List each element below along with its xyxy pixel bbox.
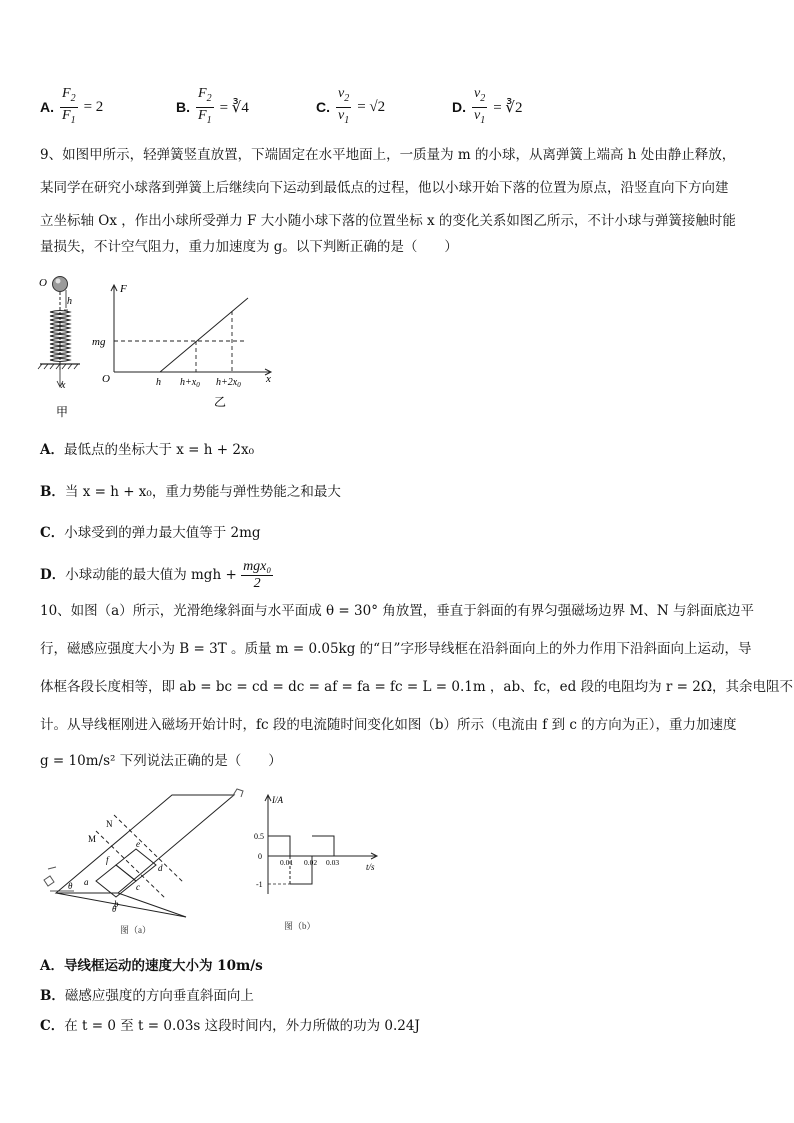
q10-figure-b (252, 790, 392, 930)
option-label: B． (40, 988, 65, 1004)
option-text: 小球受到的弹力最大值等于 2mg (64, 525, 261, 541)
label-theta-1: θ (68, 881, 73, 891)
label-b: b (114, 899, 119, 909)
q10-option-b[interactable] (40, 986, 254, 1006)
q9-option-c[interactable] (40, 523, 261, 543)
option-label: C． (40, 525, 65, 541)
label-e: e (136, 839, 140, 849)
tick-0.5: 0.5 (254, 832, 264, 841)
q9-figure-yi (90, 278, 290, 418)
label-origin: O (39, 277, 47, 289)
label-a: a (84, 877, 89, 887)
fraction: $\frac{F_2}{F_1}$ (198, 86, 212, 126)
tick-0.01: 0.01 (280, 858, 294, 867)
caption-a: 图（a） (120, 925, 151, 935)
label-x: x (61, 380, 66, 391)
option-label: D． (40, 567, 66, 583)
tick-0.03: 0.03 (326, 858, 340, 867)
fraction-rhs: = ∛2 (493, 99, 523, 116)
q8-option-b[interactable] (176, 86, 249, 129)
option-label: C. (316, 99, 330, 116)
fraction-rhs: = 2 (83, 98, 104, 115)
q10-stem-line-1: 10、如图（a）所示，光滑绝缘斜面与水平面成 θ = 30° 角放置，垂直于斜面的有界匀强磁场边界 M、N 与斜面底边平 (40, 603, 754, 619)
q10-stem-line-2: 行，磁感应强度大小为 B = 3T 。质量 m = 0.05kg 的“日”字形导线框在沿斜面向上的外力作用下沿斜面向上运动，导 (40, 641, 752, 657)
label-h: h (67, 296, 72, 307)
axis-label-x: x (266, 373, 271, 385)
option-label: A. (40, 99, 54, 116)
fraction: $\frac{v_2}{v_1}$ (338, 86, 350, 126)
q10-stem-line-5: g = 10m/s² 下列说法正确的是（ ） (40, 753, 282, 769)
option-label: A． (40, 442, 64, 458)
q9-stem-line-4: 量损失，不计空气阻力，重力加速度为 g。以下判断正确的是（ ） (40, 239, 458, 255)
fraction: $\frac{v_2}{v_1}$ (474, 86, 486, 126)
q9-option-d[interactable] (40, 558, 273, 592)
caption-b: 图（b） (284, 921, 316, 930)
q8-options (40, 86, 760, 130)
fraction: $\frac{F_2}{F_1}$ (62, 86, 76, 126)
tick-neg-1: -1 (256, 880, 263, 889)
option-text: 在 t = 0 至 t = 0.03s 这段时间内，外力所做的功为 0.24J (64, 1018, 420, 1034)
q9-stem-line-3: 立坐标轴 Ox ，作出小球所受弹力 F 大小随小球下落的位置坐标 x 的变化关系如图乙所示，不计小球与弹簧接触时能 (40, 213, 736, 229)
tick-h-x0: $h+x_0$ (180, 377, 200, 389)
label-f: f (106, 855, 109, 865)
q10-stem-line-4: 计。从导线框刚进入磁场开始计时，fc 段的电流随时间变化如图（b）所示（电流由 f 到 c 的方向为正），重力加速度 (40, 717, 737, 733)
q9-stem-line-2: 某同学在研究小球落到弹簧上后继续向下运动到最低点的过程，他以小球开始下落的位置为原点，沿竖直向下方向建 (40, 180, 729, 196)
option-label: C． (40, 1018, 65, 1034)
option-label: B． (40, 484, 65, 500)
option-text: 导线框运动的速度大小为 10m/s (63, 958, 263, 974)
option-label: D. (452, 99, 466, 116)
option-text: 磁感应强度的方向垂直斜面向上 (64, 988, 254, 1004)
tick-0: 0 (258, 852, 262, 861)
q10-figure-a (36, 785, 256, 940)
label-d: d (158, 863, 163, 873)
option-label: A． (40, 958, 64, 974)
tick-h-2x0: $h+2x_0$ (216, 377, 241, 389)
option-label: B. (176, 99, 190, 116)
option-text: 小球动能的最大值为 mgh + (65, 567, 237, 583)
fraction: $\frac{\text{mgx₀}}{2}$ (243, 559, 272, 591)
q9-figure-jia (36, 268, 96, 428)
label-c: c (136, 882, 140, 892)
q9-option-a[interactable] (40, 440, 254, 460)
option-text: 最低点的坐标大于 x = h + 2x₀ (63, 442, 254, 458)
label-n: N (106, 819, 113, 829)
q10-stem-line-3: 体框各段长度相等，即 ab = bc = cd = dc = af = fa = fc = L = 0.1m ，ab、fc，ed 段的电阻均为 r = 2Ω，其余电阻不 (40, 679, 794, 695)
q10-option-a[interactable] (40, 956, 263, 976)
q8-option-d[interactable] (452, 86, 523, 129)
axis-label-i: I/A (272, 795, 283, 805)
tick-h: h (156, 377, 161, 388)
caption-jia: 甲 (56, 405, 69, 419)
q10-option-c[interactable] (40, 1016, 420, 1036)
q9-option-b[interactable] (40, 482, 341, 502)
tick-0.02: 0.02 (304, 858, 318, 867)
fraction-rhs: = ∛4 (219, 99, 249, 116)
axis-label-t: t/s (366, 862, 375, 872)
q8-option-a[interactable] (40, 86, 103, 129)
label-mg: mg (92, 336, 106, 348)
label-origin: O (102, 373, 110, 385)
label-theta-2: θ (112, 904, 117, 914)
option-text: 当 x = h + x₀，重力势能与弹性势能之和最大 (64, 484, 341, 500)
q9-stem-line-1: 9、如图甲所示，轻弹簧竖直放置，下端固定在水平地面上，一质量为 m 的小球，从离弹簧上端高 h 处由静止释放， (40, 147, 736, 163)
axis-label-f: F (120, 283, 127, 295)
caption-yi: 乙 (214, 395, 227, 409)
fraction-rhs: = √2 (357, 98, 386, 115)
q8-option-c[interactable] (316, 86, 385, 129)
label-m: M (88, 834, 97, 844)
